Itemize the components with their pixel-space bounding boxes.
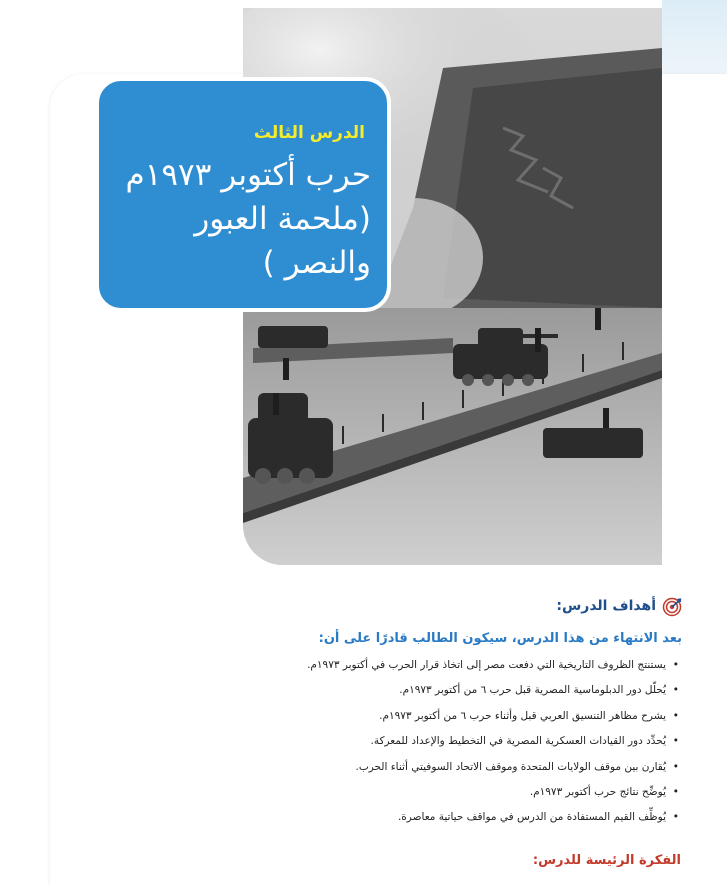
lesson-title: حرب أكتوبر ١٩٧٣م (ملحمة العبور والنصر ) (125, 157, 371, 281)
objectives-section (250, 597, 682, 824)
corner-decoration (662, 0, 727, 74)
objectives-intro: بعد الانتهاء من هذا الدرس، سيكون الطالب قادرًا على أن: (318, 631, 682, 646)
objectives-heading-row (250, 597, 682, 619)
objective-item: • يُقارن بين موقف الولايات المتحدة وموقف الاتحاد السوفيتي أثناء الحرب. (307, 759, 682, 784)
objective-item: • يُوظِّف القيم المستفادة من الدرس في مواقف حياتية معاصرة. (307, 809, 682, 834)
lesson-title-box (95, 77, 391, 312)
objectives-list (307, 657, 682, 835)
objective-item: • يُحدِّد دور القيادات العسكرية المصرية في التخطيط والإعداد للمعركة. (307, 733, 682, 758)
objective-item: • يُحلّل دور الدبلوماسية المصرية قبل حرب ٦ من أكتوبر ١٩٧٣م. (307, 682, 682, 707)
objectives-title: أهداف الدرس: (556, 598, 656, 614)
target-icon (662, 597, 682, 617)
objective-item: • يُوضِّح نتائج حرب أكتوبر ١٩٧٣م. (307, 784, 682, 809)
lesson-label: الدرس الثالث (253, 123, 365, 143)
objective-item: • يشرح مظاهر التنسيق العربي قبل وأثناء حرب ٦ من أكتوبر ١٩٧٣م. (307, 708, 682, 733)
main-idea-heading: الفكرة الرئيسة للدرس: (532, 853, 681, 868)
objective-item: • يستنتج الظروف التاريخية التي دفعت مصر إلى اتخاذ قرار الحرب في أكتوبر ١٩٧٣م. (307, 657, 682, 682)
